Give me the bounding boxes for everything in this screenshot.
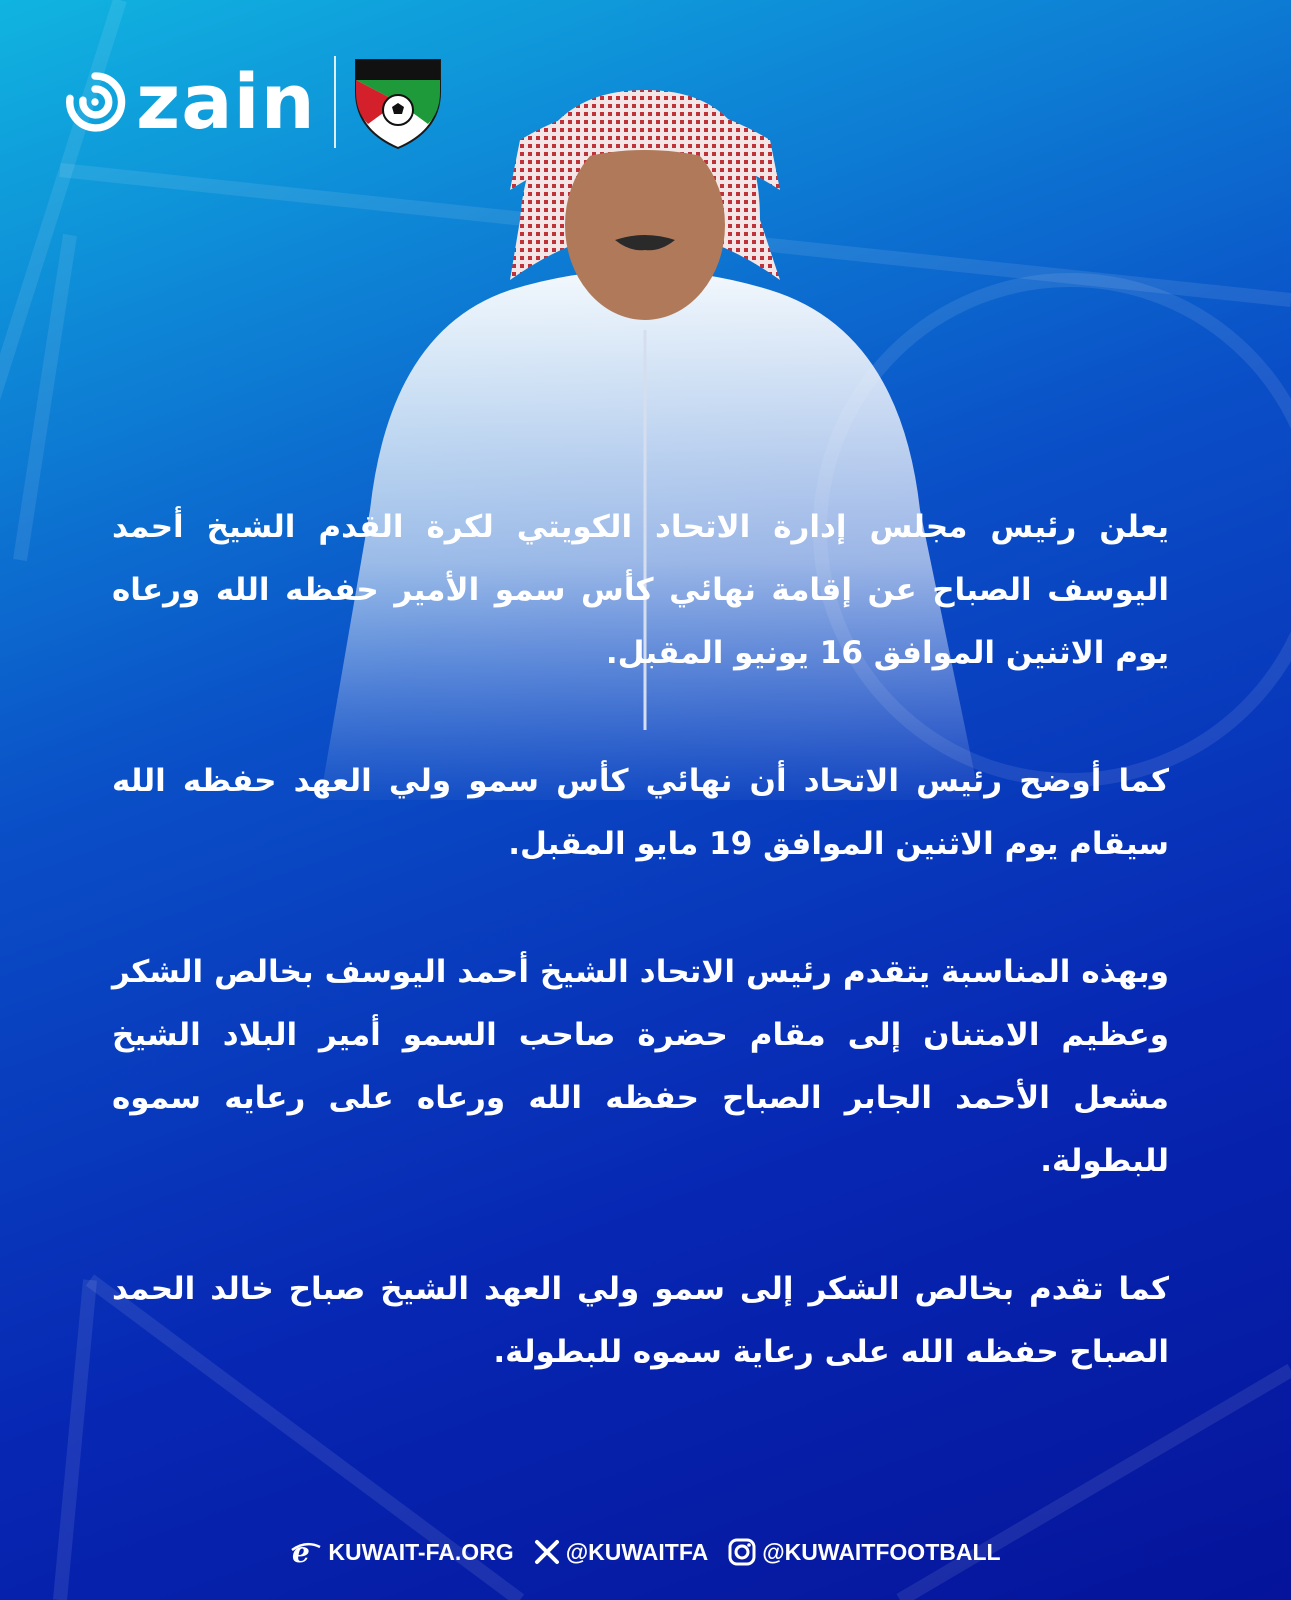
announcement-paragraph-2: كما أوضح رئيس الاتحاد أن نهائي كأس سمو ولي العهد حفظه الله سيقام يوم الاثنين الموافق 19 مايو المقبل. — [112, 763, 1169, 862]
announcement-paragraph-1: يعلن رئيس مجلس إدارة الاتحاد الكويتي لكرة القدم الشيخ أحمد اليوسف الصباح عن إقامة نهائي كأس سمو الأمير حفظه الله ورعاه يوم الاثنين الموافق 16 يونيو المقبل. — [112, 509, 1169, 671]
svg-text:e: e — [292, 1538, 311, 1566]
zain-logo — [58, 57, 316, 146]
website-label: KUWAIT-FA.ORG — [328, 1538, 514, 1565]
instagram-handle-label: @KUWAITFOOTBALL — [762, 1538, 1001, 1565]
browser-e-icon — [290, 1538, 322, 1566]
x-handle-label: @KUWAITFA — [565, 1538, 709, 1565]
x-link[interactable] — [534, 1539, 709, 1566]
announcement-paragraph-3: وبهذه المناسبة يتقدم رئيس الاتحاد الشيخ أحمد اليوسف بخالص الشكر وعظيم الامتنان إلى مقام حضرة صاحب السمو أمير البلاد الشيخ مشعل الأحمد الجابر الصباح حفظه الله ورعاه على رعايه سموه للبطولة. — [112, 954, 1169, 1179]
footer-contacts — [0, 1530, 1291, 1574]
instagram-link[interactable] — [728, 1538, 1000, 1566]
x-logo-icon — [534, 1539, 560, 1565]
zain-swirl-icon — [58, 65, 132, 139]
instagram-icon — [728, 1538, 756, 1566]
announcement-text — [112, 496, 1169, 1384]
website-link[interactable] — [290, 1538, 513, 1566]
zain-wordmark: zain — [136, 57, 316, 146]
announcement-paragraph-4: كما تقدم بخالص الشكر إلى سمو ولي العهد الشيخ صباح خالد الحمد الصباح حفظه الله على رعاية سموه للبطولة. — [112, 1271, 1169, 1370]
